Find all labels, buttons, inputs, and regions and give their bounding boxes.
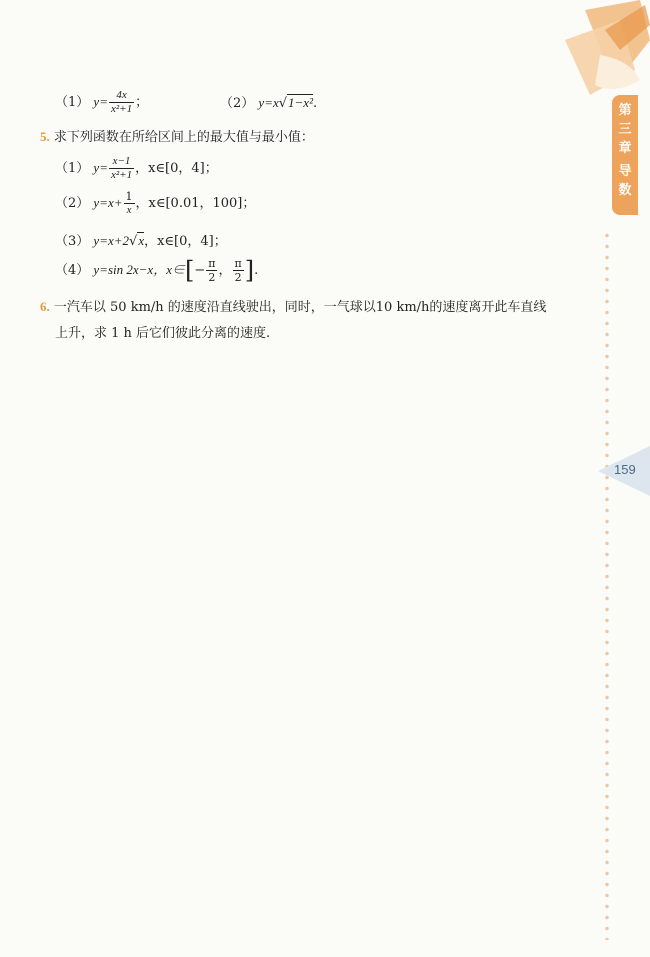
fraction: $\frac{\pi}{2}$ <box>234 257 242 284</box>
margin-dotted-line <box>604 230 610 940</box>
sqrt-sign: √ <box>129 234 138 249</box>
problem4-item2: （2） y=x√1−x². <box>220 95 318 111</box>
problem4-item1: （1） y= $\frac{4x}{\text{x²+1}}$ ； <box>55 89 149 115</box>
corner-decoration <box>545 0 650 100</box>
problem5-item2: （2） y=x+ $\frac{1}{x}$ ，x∈[0.01，100]； <box>55 190 256 216</box>
chapter-char: 三 <box>618 122 632 137</box>
sqrt-sign: √ <box>278 96 288 111</box>
fraction: $\frac{\pi}{2}$ <box>208 257 216 284</box>
chapter-char: 第 <box>618 103 632 118</box>
problem5-prompt: 5. 求下列函数在所给区间上的最大值与最小值： <box>40 129 314 145</box>
page-number: 159 <box>614 462 636 477</box>
fraction: $\frac{x-1}{\text{x²+1}}$ <box>110 155 133 181</box>
problem6-line1: 6. 一汽车以 50 km/h 的速度沿直线驶出，同时，一气球以10 km/h的速度离开此车直线 <box>40 299 547 315</box>
problem5-item3: （3） y=x+2√x，x∈[0，4]； <box>55 233 227 249</box>
problem-number: 5. <box>40 129 50 144</box>
problem5-item4: （4） y=sin 2x−x，x∈[− $\frac{\pi}{2}$ ， $\frac{\pi}{2}$ ]. <box>55 256 259 285</box>
chapter-char: 导 <box>618 164 632 179</box>
fraction: $\frac{4x}{\text{x²+1}}$ <box>110 89 133 115</box>
problem5-item1: （1） y= $\frac{x-1}{\text{x²+1}}$ ，x∈[0，4]； <box>55 155 218 181</box>
chapter-tab <box>612 95 638 215</box>
fraction: $\frac{1}{x}$ <box>125 190 133 216</box>
chapter-char: 章 <box>618 141 632 156</box>
chapter-char: 数 <box>618 183 632 198</box>
problem6-line2: 上升，求 1 h 后它们彼此分离的速度. <box>55 326 271 341</box>
problem-number: 6. <box>40 299 50 314</box>
